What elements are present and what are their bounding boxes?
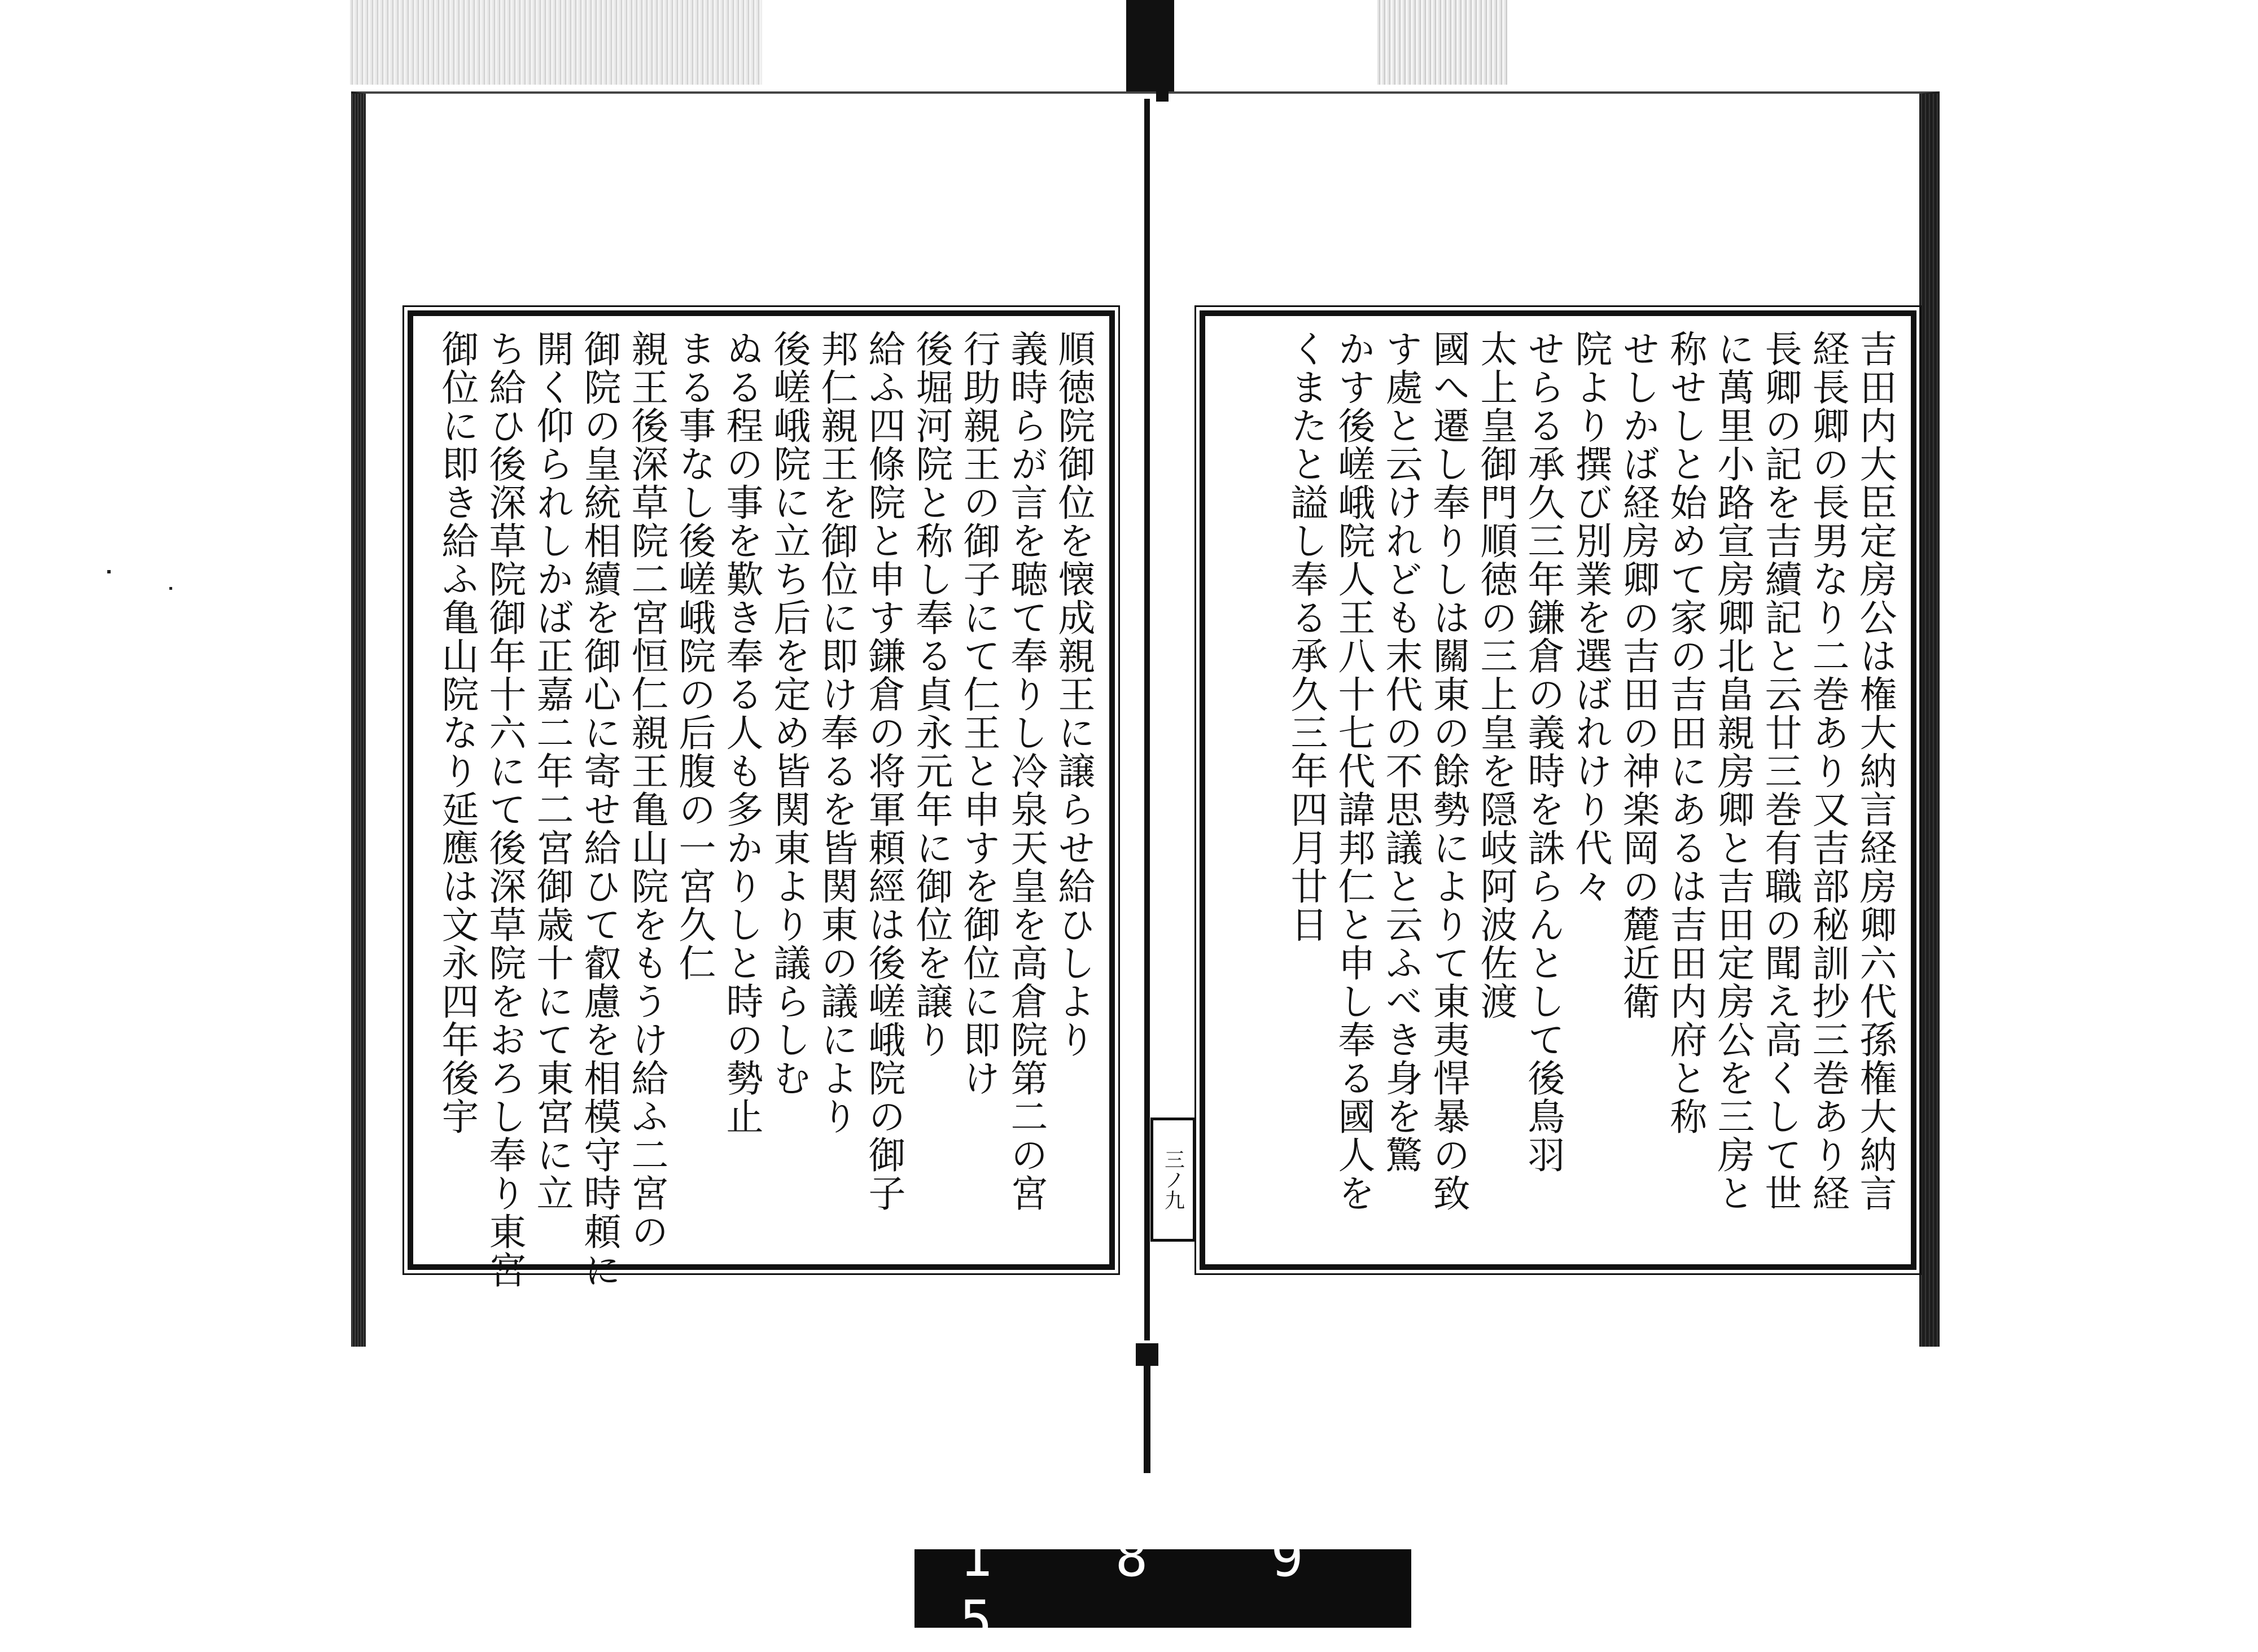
text-line: 親王後深草院二宮恒仁親王亀山院をもうけ給ふ二宮の [625,330,668,1251]
text-line: かす後嵯峨院人王八十七代諱邦仁と申し奉る國人を [1332,330,1375,1212]
gutter-bottom-mark [1136,1343,1158,1473]
left-page-text [425,330,1097,1289]
right-text-frame [1200,310,1916,1270]
text-line: 院より撰び別業を選ばれけり代々 [1569,330,1612,905]
text-line: 順徳院御位を懐成親王に譲らせ給ひしより [1052,330,1095,1059]
text-line: 國へ遷し奉りしは關東の餘勢によりて東夷悍暴の致 [1426,330,1470,1212]
scan-edge-center [1126,0,1174,102]
scan-speck [107,570,111,573]
text-line: 太上皇御門順徳の三上皇を隠岐阿波佐渡 [1474,330,1517,1020]
text-line: せしかば経房卿の吉田の神楽岡の麓近衛 [1616,330,1660,1020]
text-line: くまたと謚し奉る承久三年四月廿日 [1284,330,1328,944]
left-text-frame [408,310,1115,1289]
text-line: 長卿の記を吉續記と云廿三巻有職の聞え高くして世 [1758,330,1802,1212]
text-line: 邦仁親王を御位に即け奉るを皆関東の議により [815,330,858,1136]
text-line: ぬる程の事を歎き奉る人も多かりしと時の勢止 [720,330,763,1136]
text-line: に萬里小路宣房卿北畠親房卿と吉田定房公を三房と [1711,330,1754,1212]
text-line: 経長卿の長男なり二巻あり又吉部秘訓抄三巻あり経 [1806,330,1849,1212]
right-page-text [1284,330,1898,1244]
scan-edge-left [350,0,762,85]
stamp-number: 1 8 9 5 [960,1525,1349,1652]
scan-speck [169,587,172,590]
text-line: 称せしと始めて家の吉田にあるは吉田内府と称 [1664,330,1707,1136]
text-line: 給ふ四條院と申す鎌倉の将軍頼經は後嵯峨院の御子 [862,330,905,1212]
text-line: ち給ひ後深草院御年十六にて後深草院をおろし奉り東宮 [483,330,526,1289]
text-line: 行助親王の御子にて仁王と申すを御位に即け [957,330,1000,1097]
collection-stamp [914,1525,1411,1652]
text-line: 御院の皇統相續を御心に寄せ給ひて叡慮を相模守時頼に [577,330,621,1289]
text-line: 後堀河院と称し奉る貞永元年に御位を譲り [909,330,953,1059]
folio-page-number: 三ノ九 [1150,1118,1196,1242]
text-line: 開く仰られしかば正嘉二年二宮御歳十にて東宮に立 [530,330,574,1212]
text-line: 義時らが言を聴て奉りし冷泉天皇を高倉院第二の宮 [1004,330,1048,1212]
text-line: まる事なし後嵯峨院の后腹の一宮久仁 [672,330,716,982]
book-gutter [1144,99,1150,1340]
text-line: 後嵯峨院に立ち后を定め皆関東より議らしむ [767,330,811,1097]
text-line: せらる承久三年鎌倉の義時を誅らんとして後鳥羽 [1521,330,1565,1174]
text-line: 御位に即き給ふ亀山院なり延應は文永四年後宇 [435,330,479,1136]
scan-edge-right [1377,0,1507,85]
text-line: す處と云けれども末代の不思議と云ふべき身を驚 [1379,330,1423,1174]
text-line: 吉田内大臣定房公は権大納言経房卿六代孫権大納言 [1853,330,1897,1212]
